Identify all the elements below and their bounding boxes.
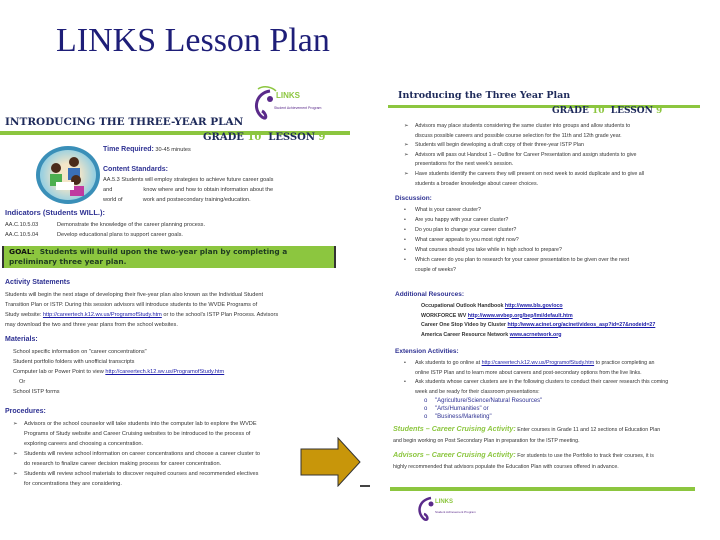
goal-label: GOAL: [9, 247, 35, 256]
indicator-item [5, 230, 205, 240]
resource-item [421, 321, 655, 331]
discussion-line: • Do you plan to change your career cluster? [415, 227, 517, 233]
resource-name: WORKFORCE WV [421, 312, 468, 319]
activity-line: may download the two and three year plans from the school websites. [5, 322, 178, 328]
indicator-text: Demonstrate the knowledge of the career planning process. [57, 222, 206, 228]
right-arrow-icon [300, 437, 362, 487]
lesson-label: LESSON [610, 106, 653, 116]
links-logo-swirl-icon [413, 493, 437, 525]
students-group-icon [40, 150, 96, 200]
extension-line: online ISTP Plan and to learn more about careers and post-secondary options from the live links. [415, 369, 642, 376]
indicator-code: AA.C.10.5.03 [5, 222, 39, 228]
time-required [103, 145, 191, 155]
procedure-item [401, 141, 644, 151]
grade-number: 10 [591, 106, 605, 116]
material-item [13, 367, 224, 377]
extension-list [401, 359, 668, 421]
students-activity-text: and begin working on Post Secondary Plan in preparation for the ISTP meeting. [393, 438, 580, 444]
resource-name: Career One Stop Video by Cluster [421, 322, 508, 328]
bullet-line: ➢ Have students identify the careers they will present on next week to avoid duplicate and to give all [415, 170, 645, 177]
discussion-line: • Are you happy with your career cluster? [415, 217, 509, 223]
procedures-list [10, 419, 260, 489]
material-item: School ISTP forms [13, 389, 60, 395]
grade-lesson [203, 133, 325, 143]
materials-list [13, 347, 224, 397]
resource-link[interactable]: http://www.acinet.org/acinet/videos_asp?id=27&nodeid=27 [507, 322, 656, 328]
cluster-list [401, 397, 668, 421]
activity-line: Transition Plan or ISTP. During this session advisors will introduce students to the WVDE Programs of [5, 302, 258, 308]
activity-line-pre: Study website: [5, 312, 43, 318]
extension-text: to practice completing an [594, 360, 655, 366]
discussion-item [401, 245, 629, 255]
time-required-value: 30-45 minutes [155, 147, 191, 153]
resource-link[interactable]: http://www.bls.gov/oco [504, 303, 563, 309]
material-item: Student portfolio folders with unofficial transcripts [13, 359, 135, 365]
program-of-study-link[interactable]: http://careertech.k12.wv.us/ProgramofStudy.htm [42, 312, 162, 318]
extension-line: week and be ready for their classroom presentations: [415, 388, 540, 395]
advisors-activity-label: Advisors – Career Cruising Activity: [393, 450, 516, 459]
procedure-line: for concentrations they are considering. [24, 481, 122, 487]
discussion-item [401, 205, 629, 215]
standard-line: AA.5.3 Students will employ strategies to achieve future career goals [103, 177, 274, 183]
additional-resources-label: Additional Resources: [395, 291, 464, 298]
dash-mark [360, 485, 370, 487]
standard-line: and know where and how to obtain information about the [103, 187, 274, 193]
students-activity-text: Enter courses in Grade 11 and 12 sections of Education Plan [515, 427, 661, 433]
indicators-list [5, 220, 205, 240]
material-item: School specific information on "career concentrations" [13, 349, 147, 355]
indicator-code: AA.C.10.5.04 [5, 232, 39, 238]
goal-text: Students will build upon the two-year plan by completing a preliminary three year plan. [9, 247, 288, 266]
discussion-item [401, 255, 629, 275]
bullet-line: ➢ Advisors may place students considering the same cluster into groups and allow students to [415, 123, 631, 129]
lesson-label: LESSON [268, 132, 316, 143]
resource-item [421, 302, 655, 312]
cluster-item: o "Arts/Humanities" or [421, 405, 668, 413]
procedure-item [401, 170, 644, 189]
students-activity [393, 423, 660, 447]
indicators-label: Indicators (Students WILL.): [5, 208, 105, 217]
logo-text: LINKS [435, 499, 453, 505]
discussion-line: • What career appeals to you most right now? [415, 237, 519, 243]
procedure-item [401, 151, 644, 170]
procedure-line: Programs of Study website and Career Cruising websites to be introduced to the process of [24, 431, 251, 437]
document-heading: INTRODUCING THE THREE-YEAR PLAN [5, 116, 244, 128]
time-required-label: Time Required: [103, 146, 154, 153]
bullet-line: ➢ Students will begin developing a draft copy of their three-year ISTP Plan [415, 142, 584, 149]
procedure-line: ➢ Students will review school materials to discover required courses and recommended electives [24, 471, 259, 477]
extension-link[interactable]: http://careertech.k12.wv.us/ProgramofStudy.htm [481, 360, 595, 366]
indicator-text: Develop educational plans to support career goals. [57, 232, 183, 238]
bullet-line: ➢ Advisors will pass out Handout 1 – Outline for Career Presentation and assign students to give [415, 151, 637, 158]
material-item: Or [19, 379, 26, 385]
procedure-line: ➢ Students will review school information on career concentrations and choose a career cluster to [24, 451, 260, 457]
activity-line [5, 310, 278, 320]
activity-statements [5, 290, 278, 330]
advisors-activity-text: For students to use the Portfolio to track their courses, it is [515, 453, 654, 459]
resource-name: America Career Resource Network [421, 331, 510, 338]
grade-lesson [552, 107, 662, 117]
cluster-item: o "Agriculture/Science/Natural Resources" [421, 397, 668, 405]
extension-line: • Ask students whose career clusters are in the following clusters to conduct their career research this coming [415, 379, 669, 385]
lesson-number: 9 [318, 132, 326, 143]
resource-link[interactable]: www.acrnetwork.org [509, 331, 562, 338]
grade-label: GRADE [552, 106, 589, 116]
materials-link[interactable]: http://careertech.k12.wv.us/ProgramofStudy.htm [105, 369, 225, 375]
extension-text: Ask students to go online at [415, 360, 482, 366]
right-lesson-document [385, 85, 720, 535]
content-standards [103, 175, 273, 205]
resource-item [421, 331, 655, 341]
procedures-label: Procedures: [5, 408, 46, 415]
grade-label: GRADE [203, 132, 244, 143]
extension-item [401, 359, 668, 378]
resource-item [421, 312, 655, 322]
procedure-item [10, 419, 260, 449]
bullet-line: students a broader knowledge about career choices. [415, 180, 539, 187]
footer-divider [390, 487, 695, 491]
indicator-item [5, 220, 205, 230]
procedure-line: do research to finalize career decision making process for career concentration. [24, 461, 222, 467]
procedure-item [401, 122, 644, 141]
discussion-item [401, 235, 629, 245]
procedure-item [10, 449, 260, 469]
extension-activities-label: Extension Activities: [395, 348, 459, 355]
resource-name: Occupational Outlook Handbook [421, 303, 505, 309]
extension-item [401, 378, 668, 397]
students-activity-label: Students – Career Cruising Activity: [393, 424, 516, 433]
slide-title: LINKS Lesson Plan [56, 22, 330, 59]
goal-box [2, 246, 336, 268]
advisors-activity-text: highly recommended that advisors populate the Education Plan with courses offered in advance. [393, 464, 619, 470]
discussion-item [401, 215, 629, 225]
standard-line: world of work and postsecondary training/education. [103, 197, 251, 203]
material-text: Computer lab or Power Point to view [13, 369, 106, 375]
materials-label: Materials: [5, 336, 38, 343]
lesson-number: 9 [655, 106, 663, 116]
discussion-item [401, 225, 629, 235]
extension-line [415, 359, 668, 369]
discussion-line: • Which career do you plan to research for your career presentation to be given over the next [415, 257, 630, 263]
students-clipart-image [36, 146, 100, 204]
activity-line-post: or to the school's ISTP Plan Process. Advisors [161, 312, 279, 318]
discussion-label: Discussion: [395, 195, 432, 202]
resource-link[interactable]: http://www.wvbep.org/bep/lmi/default.htm [467, 312, 573, 319]
cluster-item: o "Business/Marketing" [421, 413, 668, 421]
logo-subtitle: Student Achievement Program [274, 106, 322, 110]
discussion-line: • What is your career cluster? [415, 207, 481, 213]
bullet-line: presentations for the next week's session. [415, 161, 514, 168]
activity-statements-label: Activity Statements [5, 279, 70, 286]
advisors-activity [393, 449, 654, 473]
bullet-line: discuss possible careers and possible course selection for the 11th and 12th grade year. [415, 132, 622, 139]
procedure-line: ➢ Advisors or the school counselor will take students into the computer lab to explore the WVDE [24, 421, 257, 427]
content-standards-label: Content Standards: [103, 166, 168, 173]
document-heading: Introducing the Three Year Plan [398, 90, 571, 101]
procedure-item [10, 469, 260, 489]
grade-number: 10 [247, 132, 262, 143]
discussion-list [401, 205, 629, 275]
discussion-line: • What courses should you take while in high school to prepare? [415, 247, 562, 253]
procedure-bullets [401, 122, 644, 189]
resources-list [421, 302, 655, 340]
procedure-line: exploring careers and choosing a concentration. [24, 441, 144, 447]
logo-text: LINKS [276, 91, 300, 100]
discussion-line: couple of weeks? [415, 267, 456, 273]
links-footer-logo [413, 493, 483, 525]
links-logo [248, 85, 330, 125]
logo-subtitle: Student Achievement Program [435, 510, 476, 514]
activity-line: Students will begin the next stage of developing their five-year plan also known as the Individual Student [5, 292, 264, 298]
